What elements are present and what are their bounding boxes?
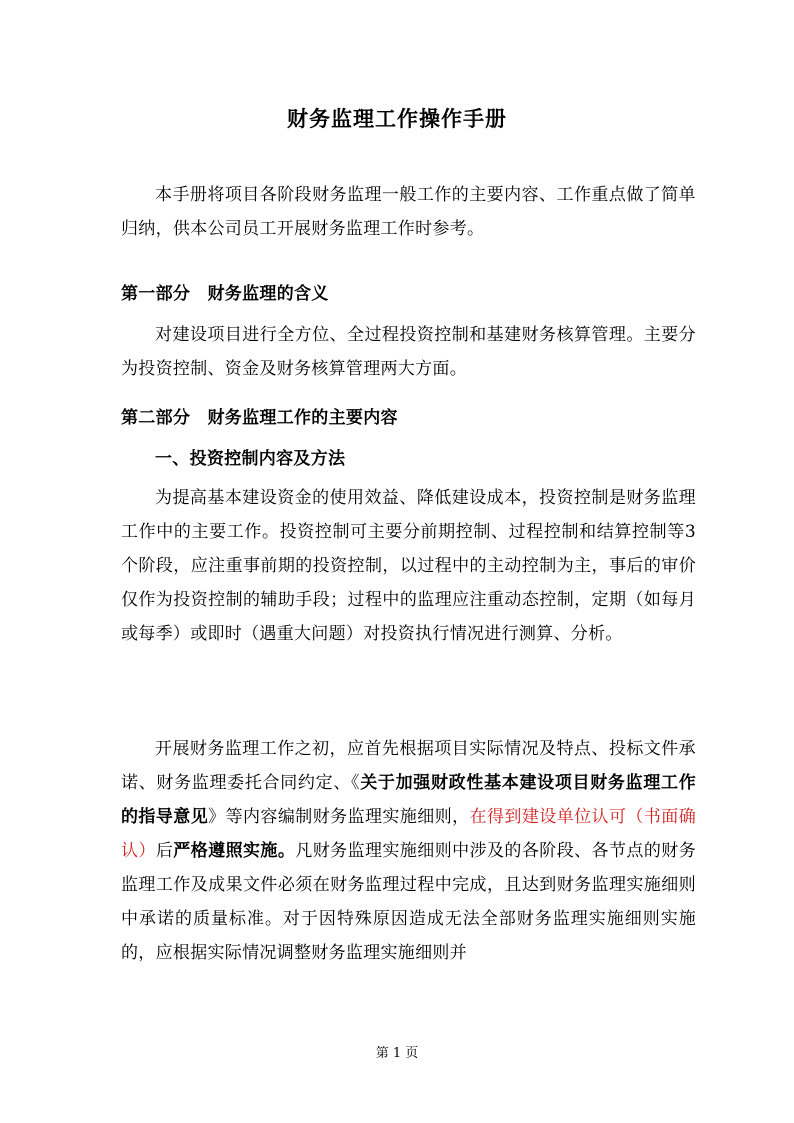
document-title: 财务监理工作操作手册 <box>287 106 507 131</box>
section1-heading: 一、投资控制内容及方法 <box>155 449 346 469</box>
intro-paragraph: 本手册将项目各阶段财务监理一般工作的主要内容、工作重点做了简单归纳，供本公司员工开展财务监理工作时参考。 <box>121 185 696 239</box>
part2-heading: 第二部分 财务监理工作的主要内容 <box>121 408 398 428</box>
section1-paragraph-2 <box>121 732 696 970</box>
guideline-title: 关于加强财政性基本建设项目财务监理工作的指导意见 <box>121 773 697 827</box>
para2-text-7: 凡财务监理实施细则中涉及的各阶段、各节点的财务监理工作及成果文件必须在财务监理过程中完成，且达到财务监理实施细则中承诺的质量标准。对于因特殊原因造成无法全部财务监理实施细则实施的，应根据实际情况调整财务监理实施细则并 <box>121 841 696 963</box>
para2-text-3: 》等内容编制财务监理实施细则， <box>208 807 470 827</box>
confirmation-note: 在得到建设单位认可（书面确认） <box>121 807 696 861</box>
para2-text-1: 开展财务监理工作之初，应首先根据项目实际情况及特点、投标文件承诺、财务监理委托合同约定、《 <box>121 739 696 793</box>
part1-paragraph: 对建设项目进行全方位、全过程投资控制和基建财务核算管理。主要分为投资控制、资金及财务核算管理两大方面。 <box>121 325 696 379</box>
section1-paragraph-1: 为提高基本建设资金的使用效益、降低建设成本，投资控制是财务监理工作中的主要工作。投资控制可主要分前期控制、过程控制和结算控制等3个阶段，应注重事前期的投资控制，以过程中的主动控制为主，事后的审价仅作为投资控制的辅助手段；过程中的监理应注重动态控制，定期（如每月或每季）或即时（遇重大问题）对投资执行情况进行测算、分析。 <box>121 488 696 644</box>
para2-text-5: 后 <box>155 841 174 861</box>
part1-heading: 第一部分 财务监理的含义 <box>121 284 329 304</box>
page-number: 第 1 页 <box>375 1046 419 1061</box>
strict-implementation: 严格遵照实施。 <box>173 841 296 861</box>
